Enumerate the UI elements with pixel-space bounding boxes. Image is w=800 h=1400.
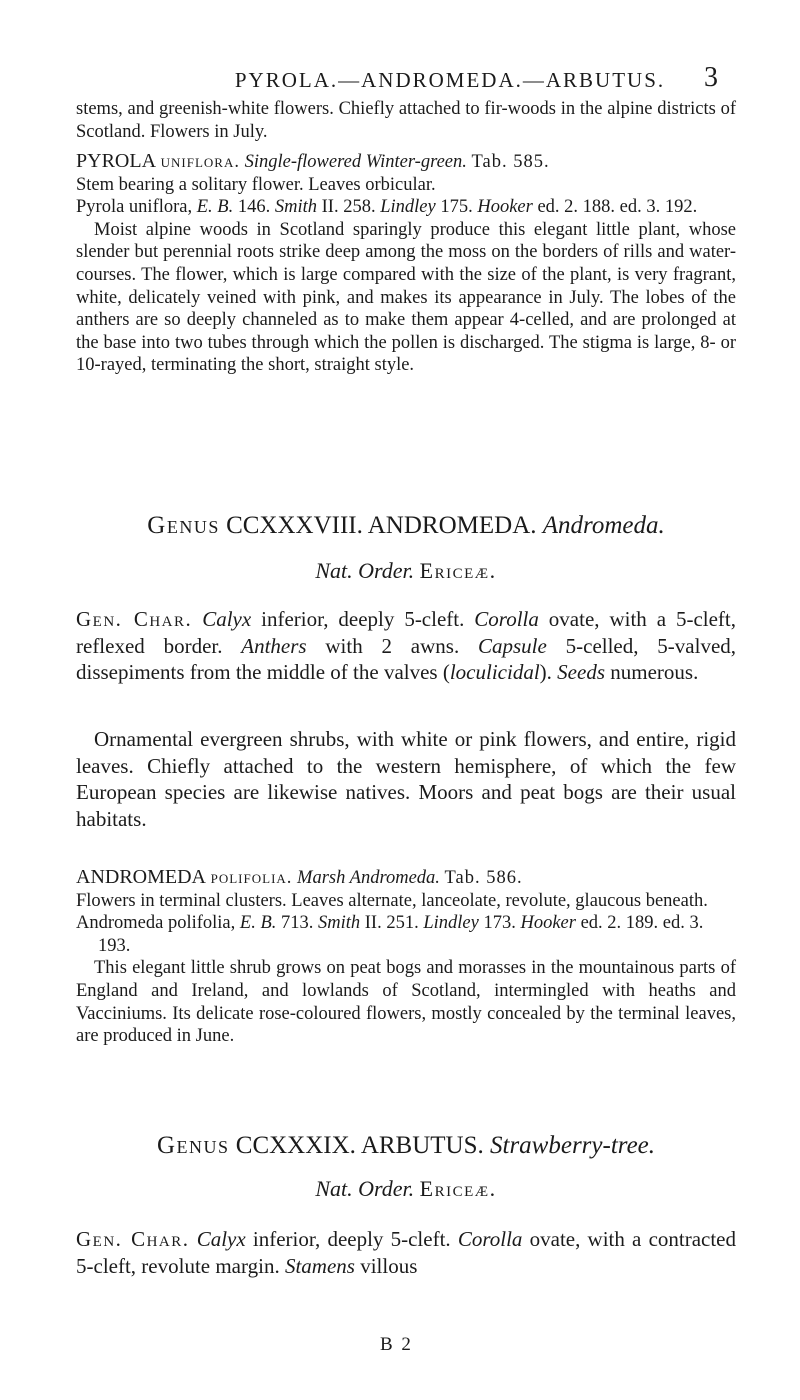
intro-block — [76, 98, 736, 143]
general-paragraph: Ornamental evergreen shrubs, with white or pink flowers, and entire, rigid leaves. Chiefly attached to the western hemisphere, of which the few European species are likewise natives. Moors and peat bogs are their usual habitats. — [76, 727, 736, 831]
description: This elegant little shrub grows on peat bogs and morasses in the mountainous parts of England and Ireland, and lowlands of Scotland, intermingled with heaths and Vacciniums. Its delicate rose-coloured flowers, mostly concealed by the terminal leaves, are produced in June. — [76, 958, 736, 1047]
diagnosis: Flowers in terminal clusters. Leaves alternate, lanceolate, revolute, glaucous beneath. — [76, 890, 708, 911]
description: Moist alpine woods in Scotland sparingly produce this elegant little plant, whose slender but perennial roots strike deep among the moss on the borders of rills and water-courses. The flower, which is large compared with the size of the plant, is very fragrant, white, delicately veined with pink, and makes its appearance in July. The lobes of the anthers are so deeply channeled as to make them appear 4-celled, and are prolonged at the base into two tubes through which the pollen is discharged. The stigma is large, 8- or 10-rayed, terminating the short, straight style. — [76, 219, 736, 376]
genus-name: ANDROMEDA — [76, 866, 206, 888]
pyrola-uniflora-entry — [76, 150, 736, 377]
page-number: 3 — [704, 62, 718, 93]
species-name: uniflora. — [160, 152, 240, 172]
genus-heading: Genus CCXXXIX. ARBUTUS. Strawberry-tree. — [156, 1132, 656, 1159]
genus-name: PYROLA — [76, 150, 157, 172]
intro-paragraph: stems, and greenish-white flowers. Chiefly attached to fir-woods in the alpine districts of Scotland. Flowers in July. — [76, 99, 736, 142]
natural-order: Nat. Order. Ericeæ. — [315, 1176, 497, 1201]
gen-char-paragraph: Gen. Char. Calyx inferior, deeply 5-cleft. Corolla ovate, with a contracted 5-cleft, revolute margin. Stamens villous — [76, 1227, 737, 1278]
andromeda-generic-character — [76, 606, 736, 686]
diagnosis: Stem bearing a solitary flower. Leaves orbicular. — [76, 174, 436, 195]
andromeda-heading — [76, 866, 736, 890]
gen-char-paragraph: Gen. Char. Calyx inferior, deeply 5-cleft. Corolla ovate, with a 5-cleft, reflexed border. Anthers with 2 awns. Capsule 5-celled, 5-valved, dissepiments from the middle of the valves (loculicidal). Seeds numerous. — [76, 607, 737, 685]
synonymy: Pyrola uniflora, E. B. 146. Smith II. 258. Lindley 175. Hooker ed. 2. 188. ed. 3. 192. — [76, 197, 698, 218]
common-name: Single-flowered Winter-green. — [244, 152, 467, 172]
andromeda-general-remarks — [76, 726, 736, 832]
arbutus-generic-character — [76, 1226, 736, 1279]
genus-andromeda-heading — [76, 512, 736, 540]
signature-mark: B 2 — [380, 1334, 413, 1355]
species-name: polifolia. — [210, 868, 293, 888]
natural-order: Nat. Order. Ericeæ. — [315, 558, 497, 583]
synonymy: Andromeda polifolia, E. B. 713. Smith II. 251. Lindley 173. Hooker ed. 2. 189. ed. 3. 193. — [76, 913, 704, 956]
arbutus-order — [76, 1176, 736, 1202]
andromeda-polifolia-entry — [76, 866, 736, 1048]
genus-arbutus-heading — [76, 1132, 736, 1160]
running-head: PYROLA.—ANDROMEDA.—ARBUTUS. — [234, 68, 666, 92]
common-name: Marsh Andromeda. — [297, 868, 440, 888]
andromeda-order — [76, 558, 736, 584]
pyrola-heading — [76, 150, 736, 174]
genus-heading: Genus CCXXXVIII. ANDROMEDA. Andromeda. — [147, 512, 665, 539]
plate-reference: Tab. 585. — [471, 152, 550, 172]
plate-reference: Tab. 586. — [444, 868, 523, 888]
